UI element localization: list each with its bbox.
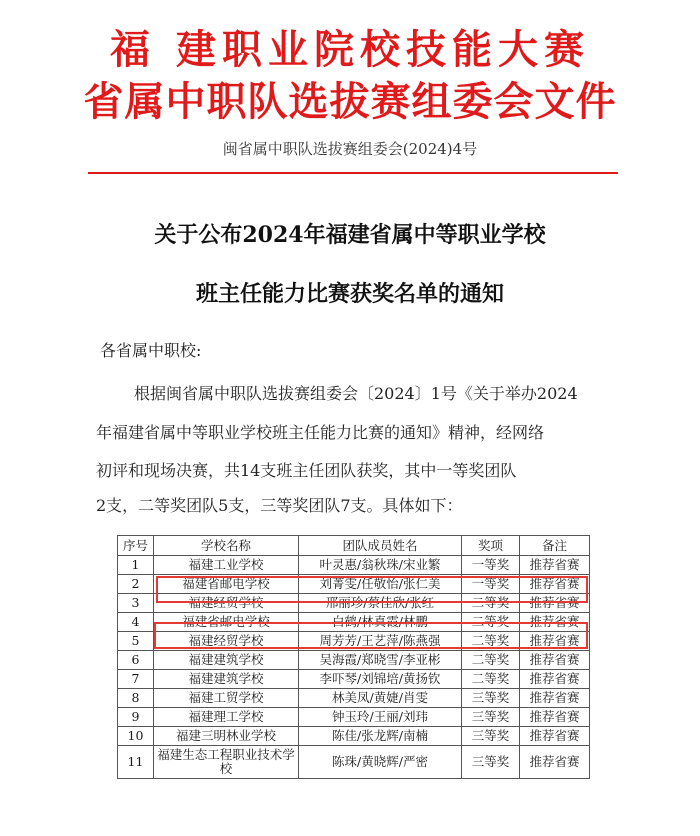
cell-no: 10 — [118, 727, 154, 746]
cell-members: 周芳芳/王艺萍/陈燕强 — [299, 632, 462, 651]
cell-award: 二等奖 — [462, 651, 520, 670]
cell-no: 2 — [118, 575, 154, 594]
table-row — [118, 708, 590, 727]
notice-heading-line2: 班主任能力比赛获奖名单的通知 — [195, 281, 504, 307]
cell-members: 叶灵惠/翁秋珠/宋业繁 — [299, 556, 462, 575]
cell-note: 推荐省赛 — [520, 651, 590, 670]
table-row — [118, 556, 590, 575]
cell-award: 一等奖 — [462, 556, 520, 575]
header-note: 备注 — [520, 536, 590, 556]
highlight-box-row-2 — [156, 576, 588, 603]
highlight-box-row-4 — [154, 622, 588, 649]
notice-heading-line1: 关于公布2024年福建省属中等职业学校 — [154, 222, 546, 248]
table-row — [118, 727, 590, 746]
awards-table — [117, 535, 590, 779]
cell-members: 李吓琴/刘锦培/黄扬钦 — [299, 670, 462, 689]
table-row — [118, 689, 590, 708]
cell-members: 邢丽珍/蔡佳欣/张红 — [299, 594, 462, 613]
header-members: 团队成员姓名 — [299, 536, 462, 556]
cell-note: 推荐省赛 — [520, 727, 590, 746]
cell-no: 4 — [118, 613, 154, 632]
cell-school: 福建工贸学校 — [154, 689, 299, 708]
cell-school: 福建理工学校 — [154, 708, 299, 727]
cell-no: 5 — [118, 632, 154, 651]
document-title-line2: 省属中职队选拔赛组委会文件 — [83, 78, 617, 125]
cell-no: 9 — [118, 708, 154, 727]
cell-school: 福建建筑学校 — [154, 651, 299, 670]
red-divider — [88, 172, 618, 174]
cell-note: 推荐省赛 — [520, 708, 590, 727]
cell-school: 福建省邮电学校 — [154, 575, 299, 594]
cell-note: 推荐省赛 — [520, 689, 590, 708]
body-text-line: 2支，二等奖团队5支，三等奖团队7支。具体如下： — [96, 496, 463, 515]
cell-note: 推荐省赛 — [520, 746, 590, 779]
cell-award: 三等奖 — [462, 689, 520, 708]
cell-no: 6 — [118, 651, 154, 670]
cell-note: 推荐省赛 — [520, 594, 590, 613]
cell-school: 福建生态工程职业技术学校 — [154, 746, 299, 779]
body-text-line: 初评和现场决赛，共14支班主任团队获奖，其中一等奖团队 — [96, 461, 517, 480]
cell-school: 福建建筑学校 — [154, 670, 299, 689]
table-row — [118, 746, 590, 779]
cell-note: 推荐省赛 — [520, 575, 590, 594]
cell-note: 推荐省赛 — [520, 556, 590, 575]
cell-members: 白鹤/林真霞/林鹏 — [299, 613, 462, 632]
cell-school: 福建工业学校 — [154, 556, 299, 575]
header-award: 奖项 — [462, 536, 520, 556]
cell-members: 刘菁雯/任敬怡/张仁美 — [299, 575, 462, 594]
cell-note: 推荐省赛 — [520, 670, 590, 689]
header-school: 学校名称 — [154, 536, 299, 556]
cell-award: 三等奖 — [462, 708, 520, 727]
header-no: 序号 — [118, 536, 154, 556]
document-title-line1: 福 建职业院校技能大赛 — [110, 26, 590, 73]
cell-no: 3 — [118, 594, 154, 613]
body-text-line: 根据闽省属中职队选拔赛组委会〔2024〕1号《关于举办2024 — [134, 384, 578, 403]
cell-award: 三等奖 — [462, 746, 520, 779]
cell-award: 一等奖 — [462, 575, 520, 594]
cell-award: 二等奖 — [462, 632, 520, 651]
cell-school: 福建三明林业学校 — [154, 727, 299, 746]
cell-school: 福建经贸学校 — [154, 632, 299, 651]
cell-award: 二等奖 — [462, 613, 520, 632]
document-number: 闽省属中职队选拔赛组委会(2024)4号 — [222, 140, 478, 158]
cell-members: 陈珠/黄晓辉/严密 — [299, 746, 462, 779]
cell-note: 推荐省赛 — [520, 613, 590, 632]
cell-no: 7 — [118, 670, 154, 689]
cell-note: 推荐省赛 — [520, 632, 590, 651]
salutation: 各省属中职校: — [100, 341, 202, 360]
table-row — [118, 670, 590, 689]
cell-award: 二等奖 — [462, 594, 520, 613]
cell-school: 福建经贸学校 — [154, 594, 299, 613]
cell-members: 钟玉玲/王丽/刘玮 — [299, 708, 462, 727]
cell-no: 1 — [118, 556, 154, 575]
cell-no: 11 — [118, 746, 154, 779]
cell-members: 陈佳/张龙辉/南楠 — [299, 727, 462, 746]
cell-school: 福建省邮电学校 — [154, 613, 299, 632]
cell-award: 二等奖 — [462, 670, 520, 689]
cell-members: 吴海霞/郑晓雪/李亚彬 — [299, 651, 462, 670]
body-text-line: 年福建省属中等职业学校班主任能力比赛的通知》精神，经网络 — [96, 423, 545, 442]
cell-members: 林美凤/黄婕/肖雯 — [299, 689, 462, 708]
table-header-row — [118, 536, 590, 556]
table-row — [118, 651, 590, 670]
cell-no: 8 — [118, 689, 154, 708]
cell-award: 三等奖 — [462, 727, 520, 746]
